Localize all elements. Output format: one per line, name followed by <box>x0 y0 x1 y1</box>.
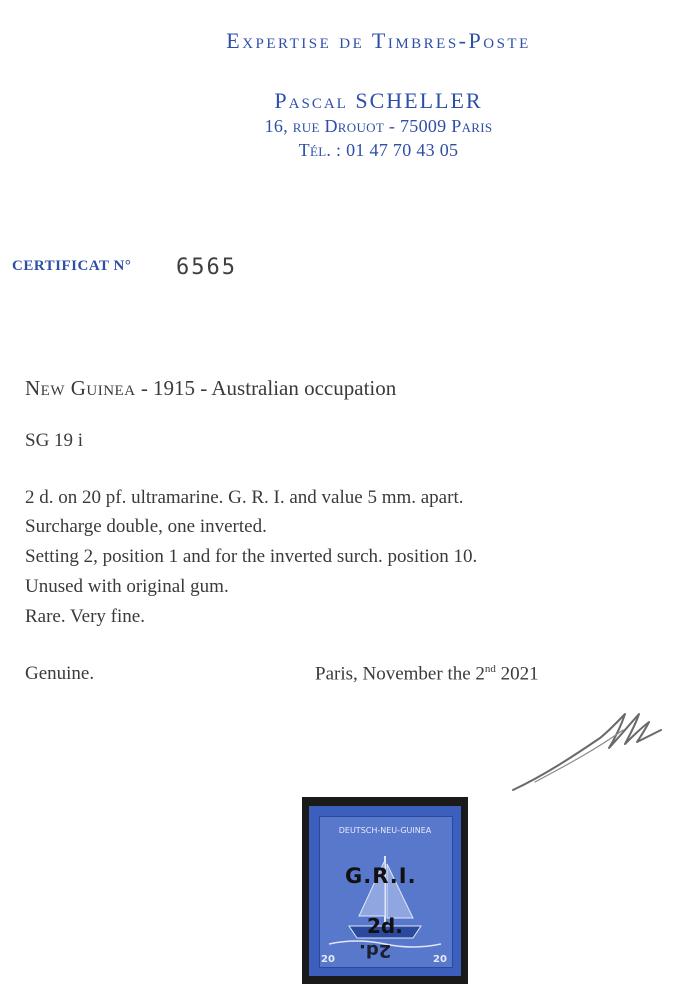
inverted-surcharge: 2d. <box>359 940 392 961</box>
heading-details: - 1915 - Australian occupation <box>135 376 397 400</box>
stamp <box>309 806 461 976</box>
description-line: Rare. Very fine. <box>25 606 145 627</box>
date-line <box>315 663 539 685</box>
certificate-number: 6565 <box>176 255 237 280</box>
heading-country: New Guinea <box>25 376 136 400</box>
date-ordinal: nd <box>484 663 496 675</box>
description-line: 2 d. on 20 pf. ultramarine. G. R. I. and value 5 mm. apart. <box>25 487 464 508</box>
certificate-label: CERTIFICAT N° <box>12 258 132 274</box>
description-line: Unused with original gum. <box>25 576 229 597</box>
date-year: 2021 <box>495 663 539 685</box>
stamp-heading <box>25 376 396 401</box>
signature <box>505 700 665 805</box>
letterhead-title: Expertise de Timbres-Poste <box>226 28 531 53</box>
stamp-banner: DEUTSCH-NEU-GUINEA <box>338 826 432 835</box>
date-prefix: Paris, November the 2 <box>315 663 485 685</box>
expert-phone: Tél. : 01 47 70 43 05 <box>298 140 459 160</box>
verdict: Genuine. <box>25 663 95 684</box>
value-left: 20 <box>321 954 335 965</box>
description-line: Setting 2, position 1 and for the inverted surch. position 10. <box>25 546 478 567</box>
expert-address: 16, rue Drouot - 75009 Paris <box>264 116 493 136</box>
description-line: Surcharge double, one inverted. <box>25 516 267 537</box>
value-right: 20 <box>433 954 447 965</box>
stamp-image <box>302 797 468 984</box>
expert-name: Pascal SCHELLER <box>274 88 483 113</box>
overprint-gri: G.R.I. <box>345 864 417 888</box>
catalogue-number: SG 19 i <box>25 430 84 451</box>
surcharge-value: 2d. <box>367 914 403 938</box>
